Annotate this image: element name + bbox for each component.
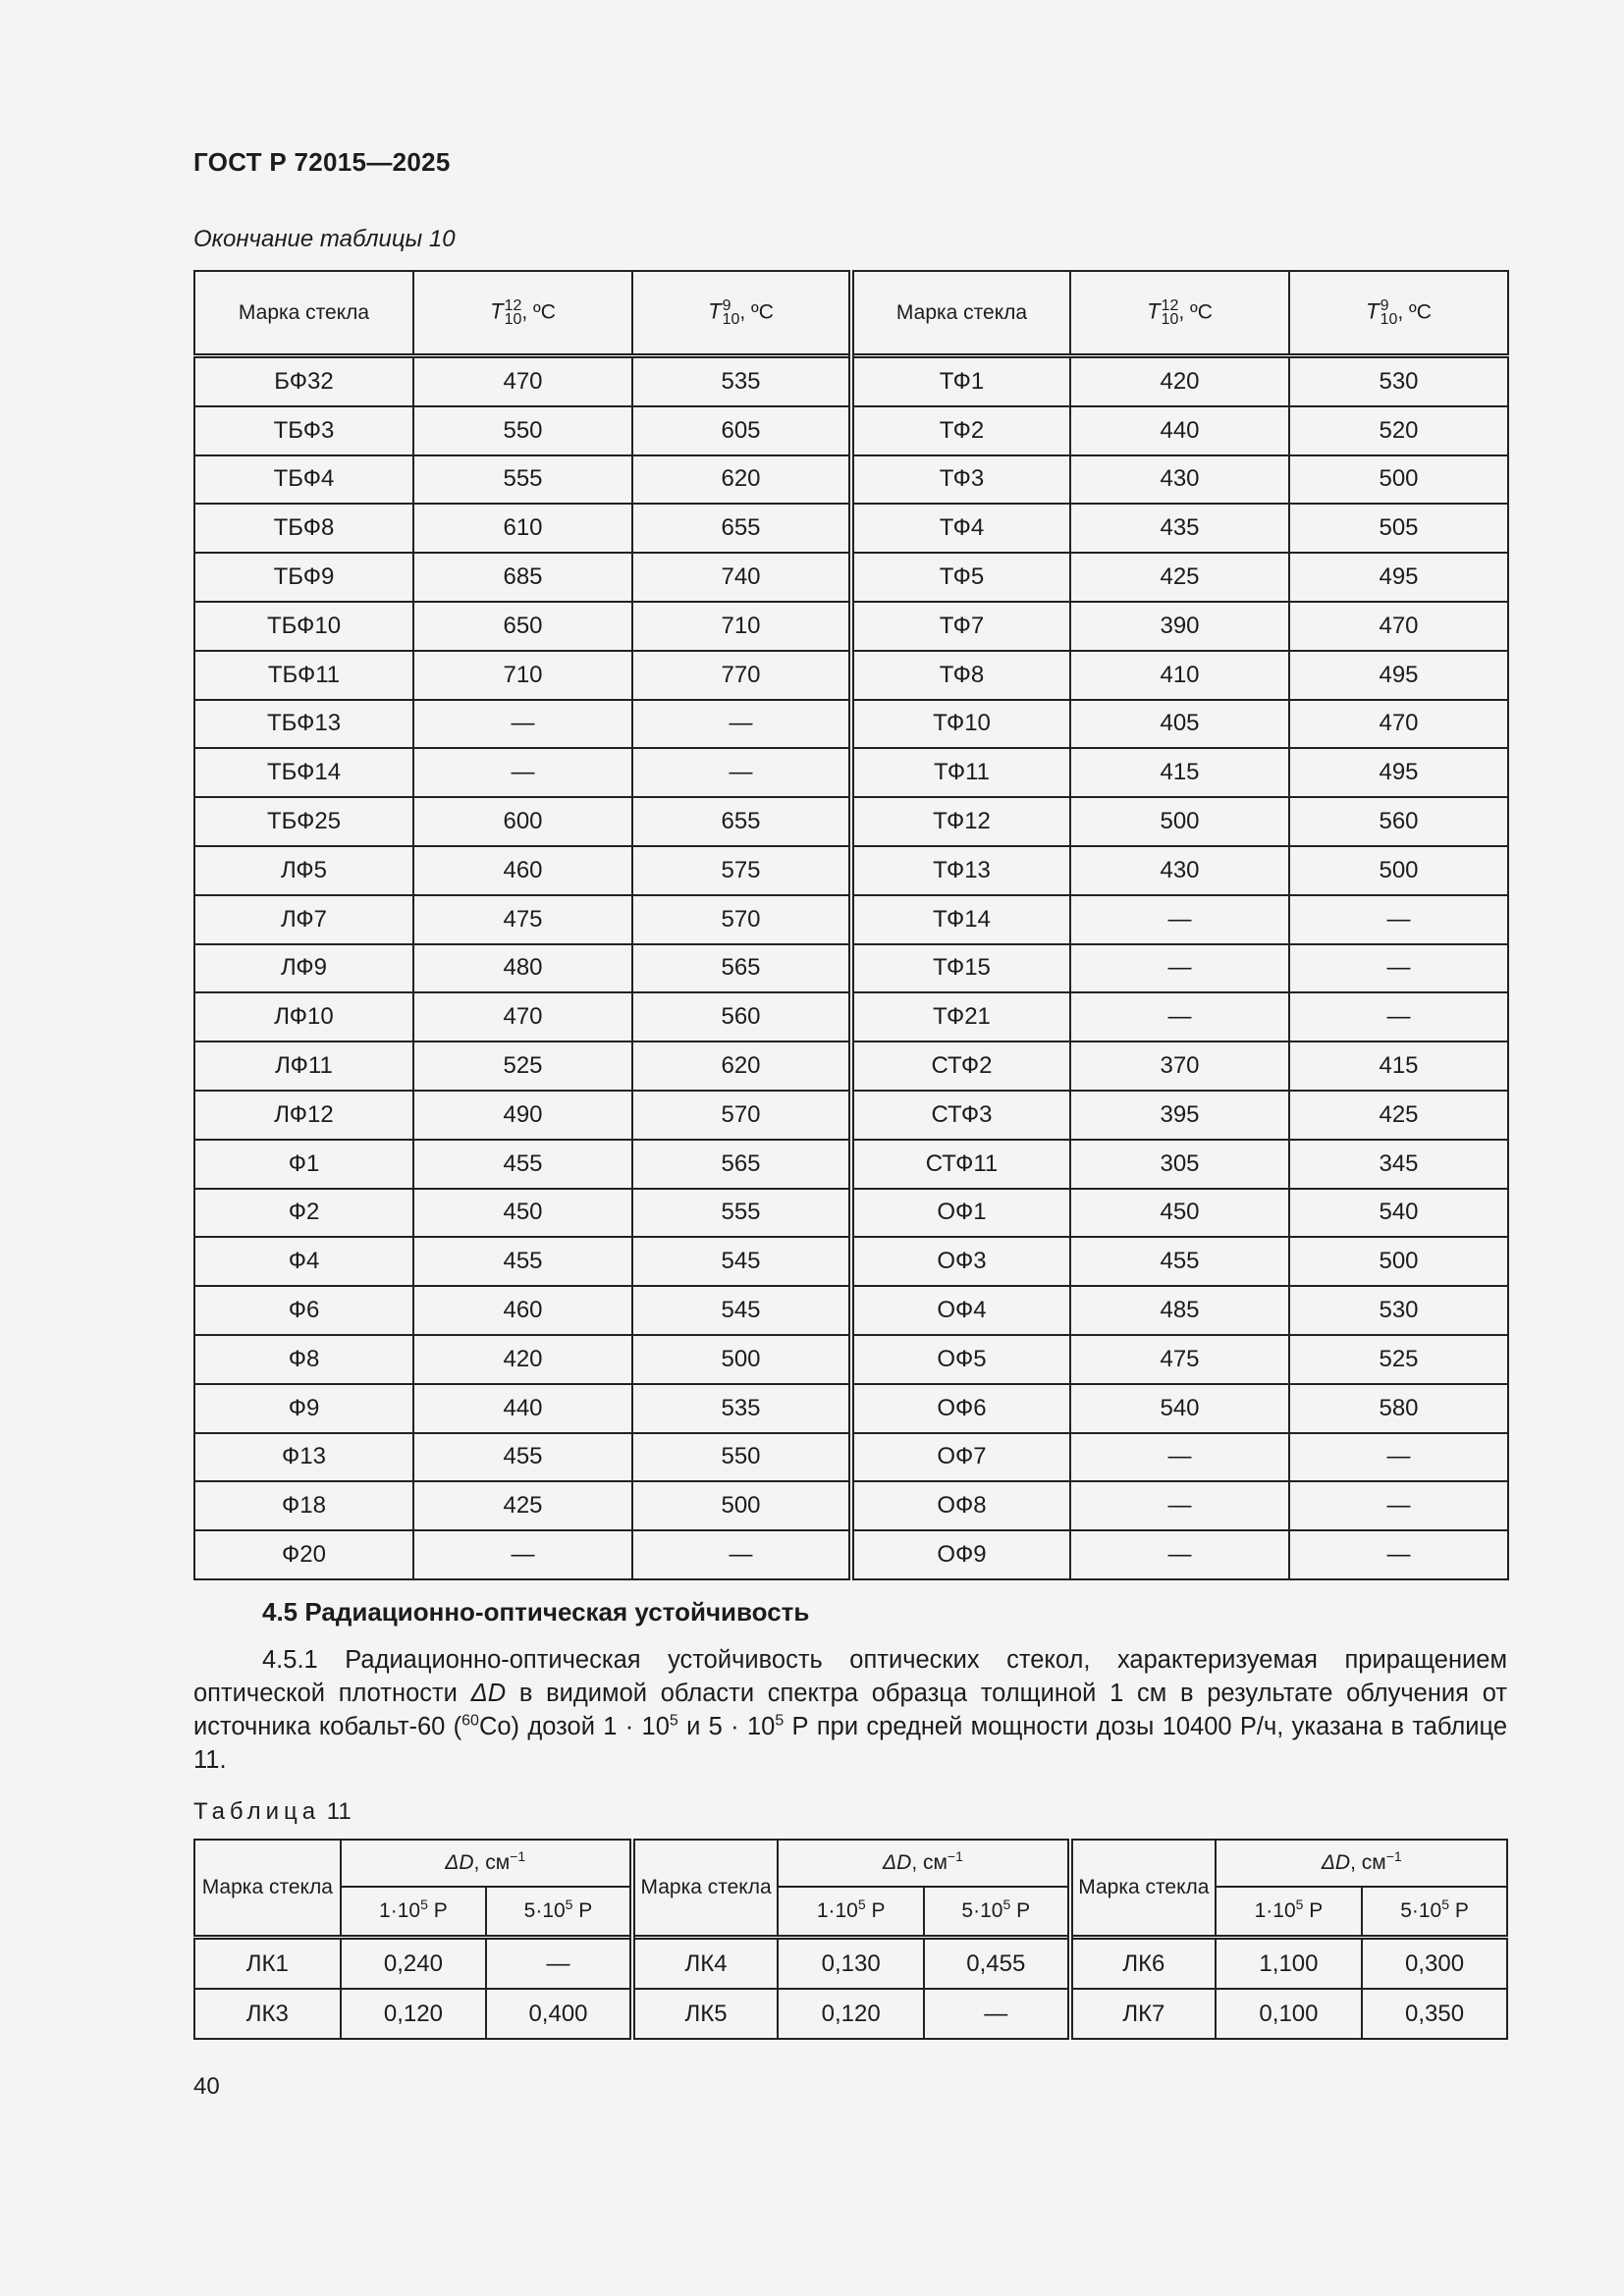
table-row [194,1530,1508,1579]
table-cell: 470 [413,992,632,1041]
table-cell: 470 [413,356,632,406]
table-cell: ТФ15 [851,944,1070,993]
table-cell: ТФ21 [851,992,1070,1041]
t11-dose2-header-1: $5\cdot 10^5$ Р [486,1887,632,1938]
table-cell: 655 [632,504,851,553]
table-row [194,602,1508,651]
table-cell: 525 [1289,1335,1508,1384]
table-cell: 500 [632,1481,851,1530]
table-cell: — [632,1530,851,1579]
table-cell: ТФ7 [851,602,1070,651]
table-row [194,1189,1508,1238]
table-cell: 0,455 [924,1938,1070,1990]
table-cell: 550 [632,1433,851,1482]
table-cell: 570 [632,895,851,944]
table-cell: 770 [632,651,851,700]
table-cell: 500 [632,1335,851,1384]
table-cell: СТФ11 [851,1140,1070,1189]
table-cell: 545 [632,1286,851,1335]
table-row [194,1481,1508,1530]
table-cell: ТФ12 [851,797,1070,846]
table-cell: 455 [413,1140,632,1189]
table-cell: 370 [1070,1041,1289,1091]
table-cell: 535 [632,356,851,406]
t11-dose1-header-1: $1\cdot 10^5$ Р [341,1887,487,1938]
table-cell: 425 [413,1481,632,1530]
table-cell: ТБФ11 [194,651,413,700]
table-cell: 740 [632,553,851,602]
table-cell: — [1289,1530,1508,1579]
table-cell: 470 [1289,602,1508,651]
table-cell: 530 [1289,1286,1508,1335]
table-cell: 455 [1070,1237,1289,1286]
table-cell: 570 [632,1091,851,1140]
table-cell: Ф8 [194,1335,413,1384]
table-cell: 455 [413,1433,632,1482]
table-cell: 495 [1289,553,1508,602]
table-11-header-row-1 [194,1840,1507,1887]
table-cell: 435 [1070,504,1289,553]
table-cell: 455 [413,1237,632,1286]
table-cell: ТБФ3 [194,406,413,455]
table-cell: ТФ5 [851,553,1070,602]
t11-brand-header-2: Марка стекла [632,1840,779,1938]
table-cell: Ф9 [194,1384,413,1433]
table-cell: 500 [1289,846,1508,895]
table-cell: 405 [1070,700,1289,749]
table-cell: СТФ2 [851,1041,1070,1091]
table-cell: 0,300 [1362,1938,1508,1990]
table-row [194,944,1508,993]
table-cell: 655 [632,797,851,846]
table-cell: ЛК5 [632,1989,779,2039]
table-cell: 500 [1289,455,1508,505]
table-cell: 475 [1070,1335,1289,1384]
table-cell: 0,120 [778,1989,924,2039]
table-cell: 0,120 [341,1989,487,2039]
table-row [194,455,1508,505]
t11-dose1-header-3: $1\cdot 10^5$ Р [1216,1887,1362,1938]
table-row [194,846,1508,895]
table-cell: ТФ10 [851,700,1070,749]
table-cell: ОФ7 [851,1433,1070,1482]
table-cell: — [1289,1433,1508,1482]
table-row [194,1041,1508,1091]
col-t9-header-2: T 9 10 , ºC [1289,271,1508,356]
table-cell: ОФ5 [851,1335,1070,1384]
table-cell: 425 [1070,553,1289,602]
table-cell: 560 [1289,797,1508,846]
table-cell: 420 [413,1335,632,1384]
table-cell: 480 [413,944,632,993]
table-cell: 460 [413,1286,632,1335]
table-cell: — [413,748,632,797]
col-brand-header: Марка стекла [194,271,413,356]
table-cell: — [1289,895,1508,944]
table-cell: 460 [413,846,632,895]
table-cell: — [1289,992,1508,1041]
table-cell: 530 [1289,356,1508,406]
table-cell: 390 [1070,602,1289,651]
table-cell: 415 [1070,748,1289,797]
table-cell: ЛФ7 [194,895,413,944]
table-cell: 420 [1070,356,1289,406]
table-cell: ТФ11 [851,748,1070,797]
table-cell: ОФ1 [851,1189,1070,1238]
table-cell: ЛФ9 [194,944,413,993]
table-cell: — [1070,992,1289,1041]
section-paragraph: 4.5.1 Радиационно-оптическая устойчивость оптических стекол, характеризуемая приращением оптической плотности ΔD в видимой области спектра образца толщиной 1 см в результате облучения от источника кобальт-60 ($^{60}$Co) дозой $1 \cdot 10^5$ и $5 \cdot 10^5$ Р при средней мощности дозы 10400 Р/ч, указана в таблице 11. [193,1646,1507,1774]
table-row [194,504,1508,553]
table-cell: ЛК3 [194,1989,341,2039]
table-cell: 0,100 [1216,1989,1362,2039]
table-cell: Ф13 [194,1433,413,1482]
table-cell: 410 [1070,651,1289,700]
table-row [194,1286,1508,1335]
table-row [194,406,1508,455]
table-cell: ЛФ12 [194,1091,413,1140]
table-row [194,797,1508,846]
table-cell: 600 [413,797,632,846]
table-10 [193,270,1509,1580]
table-cell: 500 [1289,1237,1508,1286]
table-cell: ОФ3 [851,1237,1070,1286]
table-cell: 710 [632,602,851,651]
table-row [194,1384,1508,1433]
table-cell: 440 [413,1384,632,1433]
table-cell: ТБФ13 [194,700,413,749]
table-cell: ЛК6 [1070,1938,1217,1990]
table-cell: ТБФ4 [194,455,413,505]
table-cell: 565 [632,944,851,993]
page-number: 40 [193,2073,220,2100]
table-cell: — [1070,1481,1289,1530]
table-cell: ТФ4 [851,504,1070,553]
table-cell: 415 [1289,1041,1508,1091]
table-row [194,1237,1508,1286]
table-cell: ЛК1 [194,1938,341,1990]
t11-dose2-header-2: $5\cdot 10^5$ Р [924,1887,1070,1938]
t11-dose2-header-3: $5\cdot 10^5$ Р [1362,1887,1508,1938]
table-cell: — [924,1989,1070,2039]
col-t12-header-2: T 12 10 , ºC [1070,271,1289,356]
table-cell: ЛФ11 [194,1041,413,1091]
table-cell: 505 [1289,504,1508,553]
table-cell: 575 [632,846,851,895]
table-cell: 0,130 [778,1938,924,1990]
table-cell: ТФ2 [851,406,1070,455]
col-t12-header: T 12 10 , ºC [413,271,632,356]
table-cell: — [1070,895,1289,944]
table-cell: ЛФ5 [194,846,413,895]
table-cell: 545 [632,1237,851,1286]
t11-brand-header-1: Марка стекла [194,1840,341,1938]
t11-dose1-header-2: $1\cdot 10^5$ Р [778,1887,924,1938]
table-cell: Ф4 [194,1237,413,1286]
table-cell: БФ32 [194,356,413,406]
col-brand-header-2: Марка стекла [851,271,1070,356]
table-cell: 580 [1289,1384,1508,1433]
table-cell: 520 [1289,406,1508,455]
table-11-caption: Таблица 11 [193,1798,352,1825]
table-cell: 540 [1289,1189,1508,1238]
table-cell: 1,100 [1216,1938,1362,1990]
table-cell: 430 [1070,455,1289,505]
table-row [194,992,1508,1041]
table-cell: 305 [1070,1140,1289,1189]
table-11-body [194,1938,1507,2040]
table-cell: 710 [413,651,632,700]
table-cell: 0,240 [341,1938,487,1990]
table-cell: — [1070,1433,1289,1482]
table-cell: — [1289,944,1508,993]
table-cell: 425 [1289,1091,1508,1140]
col-t9-header: T 9 10 , ºC [632,271,851,356]
table-row [194,651,1508,700]
t11-delta-header-2: ΔD, $см^{-1}$ [778,1840,1069,1887]
table-cell: 485 [1070,1286,1289,1335]
table-cell: ОФ8 [851,1481,1070,1530]
table-cell: 495 [1289,651,1508,700]
table-cell: 0,400 [486,1989,632,2039]
table-cell: 345 [1289,1140,1508,1189]
table-cell: — [413,700,632,749]
table-cell: 535 [632,1384,851,1433]
table-cell: — [486,1938,632,1990]
table-cell: — [1070,944,1289,993]
t11-delta-header-3: ΔD, $см^{-1}$ [1216,1840,1507,1887]
t11-delta-header-1: ΔD, $см^{-1}$ [341,1840,632,1887]
table-cell: — [1289,1481,1508,1530]
table-cell: Ф1 [194,1140,413,1189]
table-cell: ТБФ10 [194,602,413,651]
delta-d-symbol: ΔD [470,1680,507,1707]
table-10-caption: Окончание таблицы 10 [193,226,456,252]
table-cell: ОФ4 [851,1286,1070,1335]
table-row [194,895,1508,944]
table-row [194,1335,1508,1384]
table-11-header-row-2 [194,1887,1507,1938]
table-cell: ТФ14 [851,895,1070,944]
table-cell: Ф18 [194,1481,413,1530]
table-cell: 565 [632,1140,851,1189]
table-cell: ТБФ14 [194,748,413,797]
section-title: 4.5 Радиационно-оптическая устойчивость [262,1597,810,1627]
table-cell: 540 [1070,1384,1289,1433]
table-cell: 495 [1289,748,1508,797]
table-row [194,1433,1508,1482]
table-cell: 555 [413,455,632,505]
table-cell: Ф6 [194,1286,413,1335]
table-cell: 450 [413,1189,632,1238]
table-cell: 430 [1070,846,1289,895]
table-10-body [194,356,1508,1579]
table-cell: 475 [413,895,632,944]
table-cell: 605 [632,406,851,455]
table-cell: ТФ3 [851,455,1070,505]
table-cell: ЛК7 [1070,1989,1217,2039]
table-cell: ТФ13 [851,846,1070,895]
table-cell: 685 [413,553,632,602]
t11-brand-header-3: Марка стекла [1070,1840,1217,1938]
table-cell: Ф2 [194,1189,413,1238]
table-cell: ТБФ8 [194,504,413,553]
table-cell: ОФ9 [851,1530,1070,1579]
table-cell: 490 [413,1091,632,1140]
table-cell: — [413,1530,632,1579]
table-cell: ОФ6 [851,1384,1070,1433]
table-cell: ТБФ25 [194,797,413,846]
table-11 [193,1839,1508,2040]
table-cell: 555 [632,1189,851,1238]
table-cell: 450 [1070,1189,1289,1238]
table-row [194,1938,1507,1990]
table-cell: ТФ1 [851,356,1070,406]
table-row [194,1989,1507,2039]
table-row [194,553,1508,602]
table-cell: 500 [1070,797,1289,846]
table-cell: — [632,700,851,749]
table-cell: ЛК4 [632,1938,779,1990]
table-cell: СТФ3 [851,1091,1070,1140]
table-cell: 560 [632,992,851,1041]
table-cell: 550 [413,406,632,455]
table-row [194,1091,1508,1140]
table-row [194,748,1508,797]
table-cell: 395 [1070,1091,1289,1140]
table-cell: ЛФ10 [194,992,413,1041]
table-cell: 620 [632,455,851,505]
table-cell: 610 [413,504,632,553]
table-cell: 525 [413,1041,632,1091]
table-cell: 620 [632,1041,851,1091]
table-cell: — [632,748,851,797]
table-cell: — [1070,1530,1289,1579]
table-cell: 650 [413,602,632,651]
table-row [194,356,1508,406]
table-cell: ТФ8 [851,651,1070,700]
table-row [194,700,1508,749]
table-cell: Ф20 [194,1530,413,1579]
table-cell: 0,350 [1362,1989,1508,2039]
table-cell: ТБФ9 [194,553,413,602]
table-cell: 470 [1289,700,1508,749]
table-row [194,1140,1508,1189]
table-cell: 440 [1070,406,1289,455]
document-header: ГОСТ Р 72015—2025 [193,147,451,177]
table-10-header-row [194,271,1508,356]
